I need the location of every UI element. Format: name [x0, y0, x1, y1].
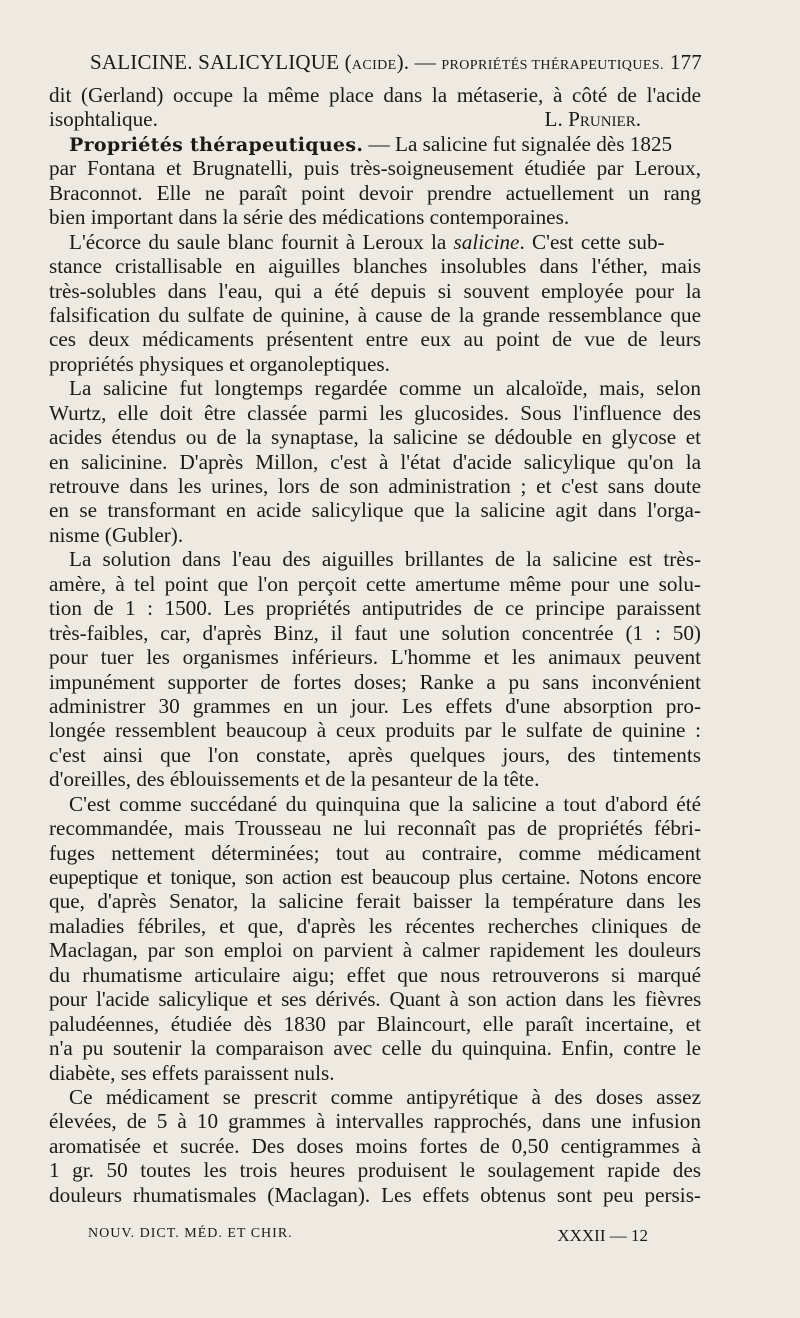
text-fragment: L'écorce du saule blanc fournit à Leroux la — [69, 229, 454, 254]
header-dash: — — [414, 50, 436, 74]
text-line: administrer 30 grammes en un jour. Les effets d'une absorption pro- — [49, 693, 701, 718]
header-title — [90, 50, 409, 74]
text-line: pour tuer les organismes inférieurs. L'homme et les animaux peuvent — [49, 645, 701, 670]
text-line: propriétés physiques et organoleptiques. — [49, 351, 390, 376]
text-line: eupeptique et tonique, son action est beaucoup plus certaine. Notons encore — [49, 865, 701, 889]
text-fragment: isophtalique. — [49, 107, 158, 132]
text-line: en salicinine. D'après Millon, c'est à l'état d'acide salicylique qu'on la — [49, 449, 701, 474]
emphasis-term: salicine — [453, 229, 520, 254]
text-line: très-faibles, car, d'après Binz, il faut une solution concentrée (1 : 50) — [49, 620, 701, 645]
text-line: aromatisée et sucrée. Des doses moins fortes de 0,50 centigrammes à — [49, 1133, 701, 1158]
text-line: douleurs rhumatismales (Maclagan). Les effets obtenus sont peu persis- — [49, 1182, 701, 1207]
text-line: Wurtz, elle doit être classée parmi les glucosides. Sous l'influence des — [49, 400, 701, 425]
text-line: recommandée, mais Trousseau ne lui reconnaît pas de propriétés fébri- — [49, 816, 701, 841]
text-line — [49, 107, 701, 131]
text-line: paludéennes, étudiée dès 1830 par Blaincourt, elle paraît incertaine, et — [49, 1011, 701, 1036]
text-line: c'est ainsi que l'on constate, après quelques jours, des tintements — [49, 742, 701, 767]
section-heading: Propriétés thérapeutiques. — [69, 133, 364, 156]
text-line: très-solubles dans l'eau, qui a été depuis si souvent employée pour la — [49, 278, 701, 303]
text-line: pour l'acide salicylique et ses dérivés. Quant à son action dans les fièvres — [49, 987, 701, 1012]
text-line: C'est comme succédané du quinquina que la salicine a tout d'abord été — [69, 791, 701, 816]
text-line: d'oreilles, des éblouissements et de la pesanteur de la tête. — [49, 767, 540, 792]
text-line: du rhumatisme articulaire aigu; effet que nous retrouverons si marqué — [49, 962, 701, 987]
text-line: amère, à tel point que l'on perçoit cette amertume même pour une solu- — [49, 571, 701, 596]
author-signature: L. Prunier. — [544, 107, 641, 132]
text-line: bien important dans la série des médications contemporaines. — [49, 205, 570, 230]
text-line: longée ressemblent beaucoup à ceux produits par le sulfate de quinine : — [49, 718, 701, 743]
page-footer — [88, 1226, 648, 1245]
text-line: tion de 1 : 1500. Les propriétés antiputrides de ce principe paraissent — [49, 596, 701, 621]
text-line: La salicine fut longtemps regardée comme un alcaloïde, mais, selon — [69, 376, 701, 401]
page-number: 177 — [669, 50, 702, 74]
section-heading-line — [49, 132, 701, 156]
text-fragment: — La salicine fut signalée dès 1825 — [363, 131, 673, 156]
text-line: La solution dans l'eau des aiguilles brillantes de la salicine est très- — [69, 547, 701, 572]
text-line: Maclagan, par son emploi on parvient à calmer rapidement les douleurs — [49, 938, 701, 963]
text-line: n'a pu soutenir la comparaison avec celle du quinquina. Enfin, contre le — [49, 1036, 701, 1061]
header-title-close: ). — [396, 50, 410, 74]
text-line: par Fontana et Brugnatelli, puis très-soigneusement étudiée par Leroux, — [49, 156, 701, 181]
text-line: fuges nettement déterminées; tout au contraire, comme médicament — [49, 840, 701, 865]
header-title-acide: ACIDE — [351, 58, 397, 73]
text-line: ces deux médicaments présentent entre eux au point de vue de leurs — [49, 327, 701, 352]
text-line: élevées, de 5 à 10 grammes à intervalles rapprochés, dans une infusion — [49, 1109, 701, 1134]
footer-signature: NOUV. DICT. MÉD. ET CHIR. — [88, 1226, 293, 1241]
text-line: en se transformant en acide salicylique que la salicine agit dans l'orga- — [49, 498, 701, 523]
text-line: maladies fébriles, et que, d'après les récentes recherches cliniques de — [49, 913, 701, 938]
text-line: diabète, ses effets paraissent nuls. — [49, 1060, 335, 1085]
footer-sheet-number: XXXII — 12 — [557, 1226, 648, 1245]
text-line: Braconnot. Elle ne paraît point devoir prendre actuellement un rang — [49, 180, 701, 205]
text-line — [49, 230, 701, 254]
text-line: retrouve dans les urines, lors de son administration ; et c'est sans doute — [49, 474, 701, 498]
text-line: 1 gr. 50 toutes les trois heures produisent le soulagement rapide des — [49, 1158, 701, 1183]
text-line: falsification du sulfate de quinine, à cause de la grande ressemblance que — [49, 302, 701, 327]
header-title-main: SALICINE. SALICYLIQUE ( — [90, 50, 352, 74]
header-section: PROPRIÉTÉS THÉRAPEUTIQUES. — [441, 58, 664, 73]
text-line: acides étendus ou de la synaptase, la salicine se dédouble en glycose et — [49, 425, 701, 450]
text-line: nisme (Gubler). — [49, 522, 184, 547]
text-line: impunément supporter de fortes doses; Ranke a pu sans inconvénient — [49, 669, 701, 694]
body-text — [49, 83, 701, 1207]
text-line: que, d'après Senator, la salicine ferait baisser la température dans les — [49, 889, 701, 914]
text-line: stance cristallisable en aiguilles blanches insolubles dans l'éther, mais — [49, 254, 701, 279]
text-fragment: . C'est cette sub- — [519, 229, 665, 254]
text-line: Ce médicament se prescrit comme antipyrétique à des doses assez — [69, 1084, 701, 1109]
text-line: dit (Gerland) occupe la même place dans la métaserie, à côté de l'acide — [49, 83, 701, 107]
running-header — [90, 50, 702, 75]
